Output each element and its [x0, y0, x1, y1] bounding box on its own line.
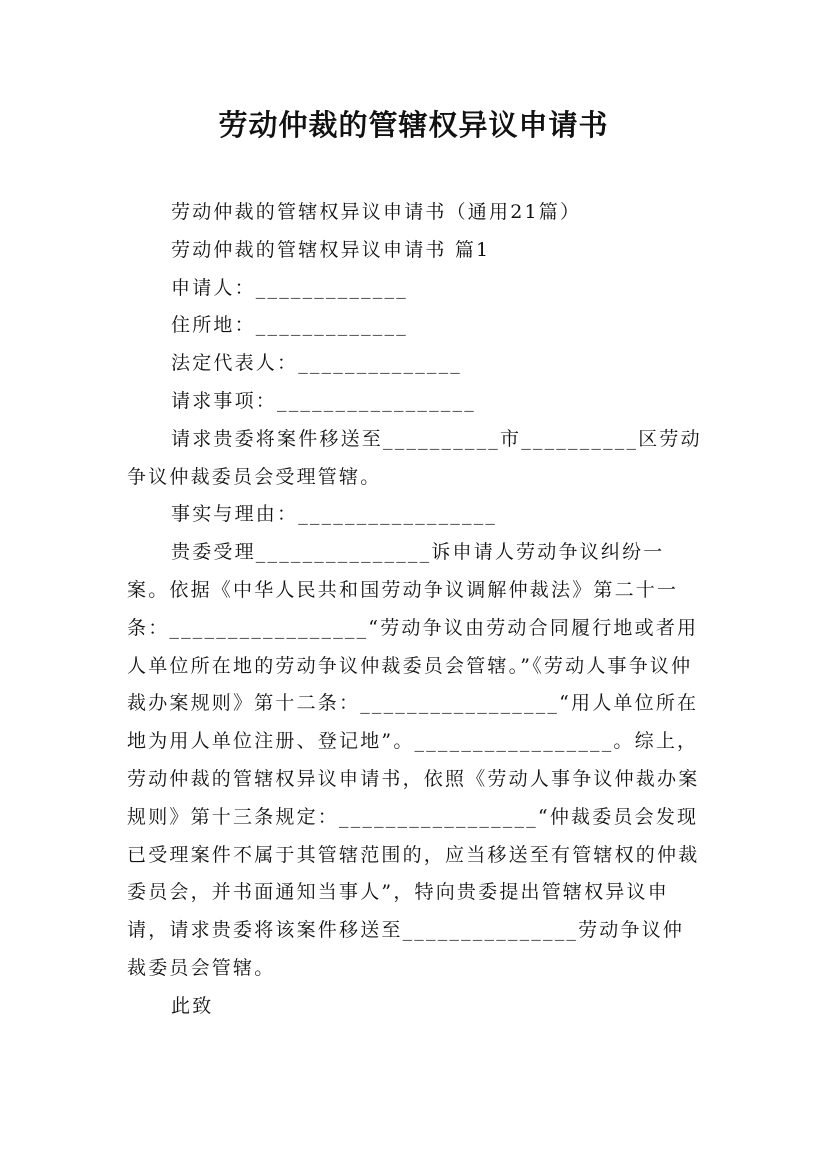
request-paragraph: 请求贵委将案件移送至__________市__________区劳动争议仲裁委员会受理管辖。: [127, 427, 702, 488]
closing-line: 此致: [171, 994, 214, 1017]
applicant-line: 申请人：_____________: [171, 276, 408, 299]
facts-paragraph: 贵委受理_______________诉申请人劳动争议纠纷一案。依据《中华人民共和国劳动争议调解仲裁法》第二十一条：_________________“劳动争议由劳动合同履行地或者用人单位所在地的劳动争议仲裁委员会管辖。”《劳动人事争议仲裁办案规则》第十二条：_________________“用人单位所在地为用人单位注册、登记地”。_________________。综上，劳动仲裁的管辖权异议申请书，依照《劳动人事争议仲裁办案规则》第十三条规定：_________________“仲裁委员会发现已受理案件不属于其管辖范围的，应当移送至有管辖权的仲裁委员会，并书面通知当事人”，特向贵委提出管辖权异议申请，请求贵委将该案件移送至_______________劳动争议仲裁委员会管辖。: [127, 541, 700, 979]
document-body: [127, 194, 705, 1026]
legal-rep-line: 法定代表人：______________: [171, 352, 463, 375]
subtitle-line: 劳动仲裁的管辖权异议申请书（通用21篇）: [171, 201, 582, 223]
request-items-line: 请求事项：_________________: [171, 389, 476, 412]
address-line: 住所地：_____________: [171, 314, 408, 337]
chapter-line: 劳动仲裁的管辖权异议申请书 篇1: [171, 238, 491, 261]
facts-heading-line: 事实与理由：_________________: [171, 503, 498, 526]
document-title: 劳动仲裁的管辖权异议申请书: [218, 108, 609, 142]
